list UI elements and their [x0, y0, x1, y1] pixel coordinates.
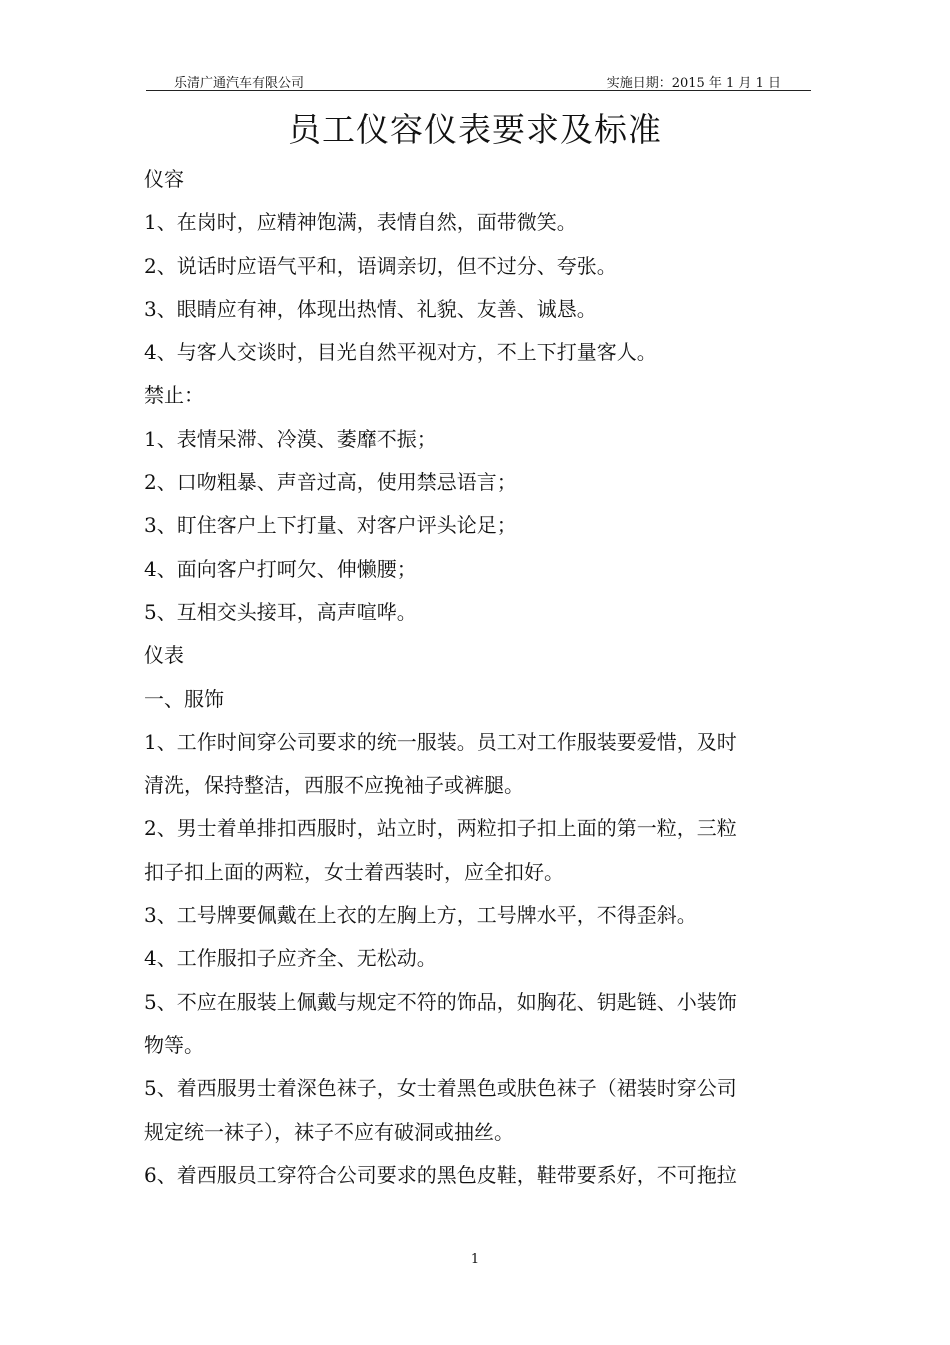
section-heading-prohibited: 禁止： [144, 383, 204, 408]
page-number: 1 [470, 1252, 480, 1267]
paragraph-line: 4、面向客户打呵欠、伸懒腰； [144, 556, 417, 581]
paragraph-line: 6、着西服员工穿符合公司要求的黑色皮鞋，鞋带要系好，不可拖拉 [144, 1162, 737, 1187]
paragraph-line: 扣子扣上面的两粒，女士着西装时，应全扣好。 [144, 859, 564, 884]
paragraph-line: 清洗，保持整洁，西服不应挽袖子或裤腿。 [144, 773, 524, 798]
paragraph-line: 5、不应在服装上佩戴与规定不符的饰品，如胸花、钥匙链、小装饰 [144, 989, 737, 1014]
paragraph-line: 5、互相交头接耳，高声喧哗。 [144, 599, 417, 624]
paragraph-line: 5、着西服男士着深色袜子，女士着黑色或肤色袜子（裙装时穿公司 [144, 1076, 737, 1101]
paragraph-line: 规定统一袜子），袜子不应有破洞或抽丝。 [144, 1119, 514, 1144]
page-header [146, 70, 811, 91]
document-body [144, 158, 814, 1197]
section-heading-appearance: 仪容 [144, 167, 184, 191]
paragraph-line: 3、工号牌要佩戴在上衣的左胸上方，工号牌水平，不得歪斜。 [144, 903, 697, 928]
paragraph-line: 3、眼睛应有神，体现出热情、礼貌、友善、诚恳。 [144, 296, 597, 321]
document-title: 员工仪容仪表要求及标准 [288, 110, 662, 149]
paragraph-line: 2、说话时应语气平和，语调亲切，但不过分、夸张。 [144, 253, 617, 278]
paragraph-line: 4、与客人交谈时，目光自然平视对方，不上下打量客人。 [144, 340, 657, 365]
paragraph-line: 4、工作服扣子应齐全、无松动。 [144, 946, 437, 971]
paragraph-line: 2、男士着单排扣西服时，站立时，两粒扣子扣上面的第一粒，三粒 [144, 816, 737, 841]
paragraph-line: 3、盯住客户上下打量、对客户评头论足； [144, 513, 517, 538]
header-company-name: 乐清广通汽车有限公司 [174, 76, 305, 91]
section-heading-dress: 仪表 [144, 643, 184, 668]
paragraph-line: 1、表情呆滞、冷漠、萎靡不振； [144, 426, 437, 451]
header-effective-date: 实施日期：2015 年 1 月 1 日 [606, 76, 781, 91]
paragraph-line: 2、口吻粗暴、声音过高，使用禁忌语言； [144, 470, 517, 495]
paragraph-line: 1、在岗时，应精神饱满，表情自然，面带微笑。 [144, 210, 577, 235]
paragraph-line: 物等。 [144, 1032, 204, 1057]
subsection-heading-clothing: 一、服饰 [144, 686, 224, 711]
paragraph-line: 1、工作时间穿公司要求的统一服装。员工对工作服装要爱惜，及时 [144, 729, 737, 754]
